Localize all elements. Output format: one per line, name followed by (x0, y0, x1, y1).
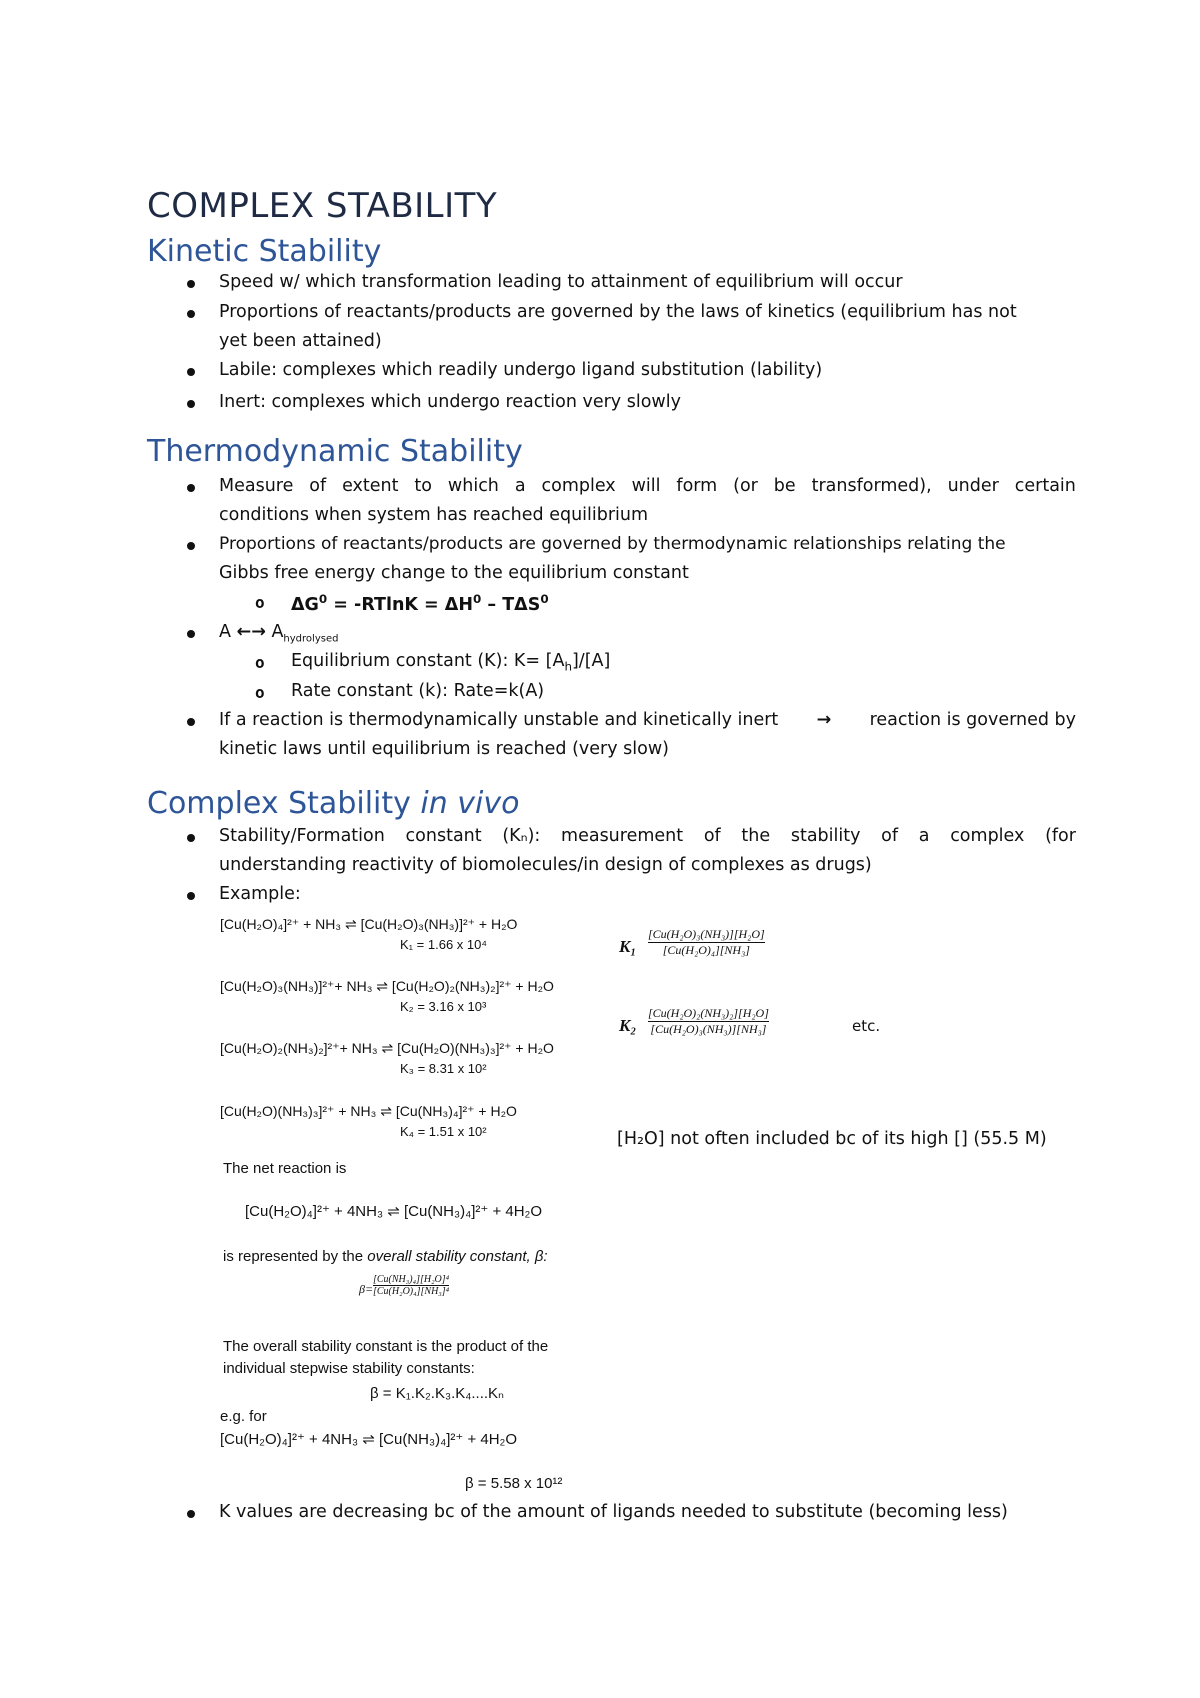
heading-thermodynamic-stability: Thermodynamic Stability (147, 434, 523, 469)
bullet-icon (187, 280, 195, 288)
sub-bullet-icon: o (255, 593, 265, 612)
thermo-bullet-4-line2: kinetic laws until equilibrium is reached (very slow) (219, 739, 669, 759)
k1-expression: [Cu(H₂O)₃(NH₃)][H₂O] [Cu(H₂O)₄][NH₃] (648, 927, 765, 957)
product-text-line2: individual stepwise stability constants: (223, 1360, 475, 1377)
kinetic-bullet-1: Speed w/ which transformation leading to attainment of equilibrium will occur (219, 272, 903, 292)
bullet-icon (187, 368, 195, 376)
equilibrium-constant: Equilibrium constant (K): $K= [A_h]/[A]$ (291, 651, 611, 674)
sub-bullet-icon: o (255, 683, 265, 702)
beta-label: β= (359, 1282, 374, 1296)
bullet-icon (187, 484, 195, 492)
bullet-icon (187, 718, 195, 726)
etc-label: etc. (852, 1017, 881, 1035)
water-note: [H₂O] not often included bc of its high [] (55.5 M) (617, 1129, 1047, 1149)
thermo-bullet-1-line2: conditions when system has reached equilibrium (219, 505, 649, 525)
net-reaction-label: The net reaction is (223, 1160, 347, 1177)
beta-expression: [Cu(NH₃)₄][H₂O]⁴ [Cu(H₂O)₄][NH₃]⁴ (373, 1274, 450, 1297)
page-title: COMPLEX STABILITY (147, 186, 498, 226)
thermo-bullet-4-line1: If a reaction is thermodynamically unstable and kinetically inert → reaction is governed by (219, 710, 1076, 730)
thermo-bullet-1-line1: Measure of extent to which a complex will form (or be transformed), under certain (219, 476, 1076, 496)
invivo-bullet-1-line2: understanding reactivity of biomolecules/in design of complexes as drugs) (219, 855, 872, 875)
gibbs-equation: $\Delta G^0 = -RTlnK = \Delta H^0 - T\Delta S^0$ (291, 592, 549, 615)
overall-reaction-example: [Cu(H₂O)₄]²⁺ + 4NH₃ ⇌ [Cu(NH₃)₄]²⁺ + 4H₂O (220, 1431, 518, 1448)
invivo-bullet-1-line1: Stability/Formation constant (Kₙ): measurement of the stability of a complex (for (219, 826, 1076, 846)
heading-complex-stability-in-vivo: Complex Stability in vivo (147, 786, 520, 821)
beta-product-formula: β = K₁.K₂.K₃.K₄....Kₙ (370, 1385, 505, 1402)
reaction-step-2: [Cu(H₂O)₃(NH₃)]²⁺+ NH₃ ⇌ [Cu(H₂O)₂(NH₃)₂]²⁺ + H₂O (220, 978, 554, 994)
example-for-label: e.g. for (220, 1408, 267, 1425)
bullet-icon (187, 630, 195, 638)
kinetic-bullet-2: Proportions of reactants/products are governed by the laws of kinetics (equilibrium has not (219, 302, 1017, 322)
kinetic-bullet-3: Labile: complexes which readily undergo ligand substitution (lability) (219, 360, 823, 380)
beta-value: β = 5.58 x 10¹² (465, 1475, 563, 1492)
net-reaction: [Cu(H₂O)₄]²⁺ + 4NH₃ ⇌ [Cu(NH₃)₄]²⁺ + 4H₂O (245, 1203, 543, 1220)
reaction-step-1: [Cu(H₂O)₄]²⁺ + NH₃ ⇌ [Cu(H₂O)₃(NH₃)]²⁺ + H₂O (220, 916, 518, 932)
hydrolysis-equation: A ←→ $A_{hydrolysed}$ (219, 622, 339, 645)
bullet-icon (187, 310, 195, 318)
thermo-bullet-2-line2: Gibbs free energy change to the equilibrium constant (219, 563, 689, 583)
k1-value: K₁ = 1.66 x 10⁴ (400, 937, 487, 952)
bullet-icon (187, 542, 195, 550)
rate-constant: Rate constant (k): Rate=k(A) (291, 681, 545, 701)
example-label: Example: (219, 884, 301, 904)
invivo-last-bullet: K values are decreasing bc of the amount of ligands needed to substitute (becoming less) (219, 1502, 1008, 1522)
thermo-bullet-2-line1: Proportions of reactants/products are governed by thermodynamic relationships relating the (219, 534, 1006, 554)
kinetic-bullet-4: Inert: complexes which undergo reaction very slowly (219, 392, 681, 412)
product-text-line1: The overall stability constant is the product of the (223, 1338, 549, 1355)
heading-kinetic-stability: Kinetic Stability (147, 234, 382, 269)
reaction-step-3: [Cu(H₂O)₂(NH₃)₂]²⁺+ NH₃ ⇌ [Cu(H₂O)(NH₃)₃]²⁺ + H₂O (220, 1040, 554, 1056)
bullet-icon (187, 1510, 195, 1518)
k2-value: K₂ = 3.16 x 10³ (400, 999, 487, 1014)
overall-constant-text: is represented by the overall stability constant, β: (223, 1248, 548, 1265)
kinetic-bullet-2-cont: yet been attained) (219, 331, 382, 351)
k4-value: K₄ = 1.51 x 10² (400, 1124, 487, 1139)
k1-label: K₁ (619, 937, 637, 956)
bullet-icon (187, 834, 195, 842)
sub-bullet-icon: o (255, 653, 265, 672)
k2-expression: [Cu(H₂O)₂(NH₃)₂][H₂O] [Cu(H₂O)₃(NH₃)][NH₃] (648, 1006, 769, 1036)
reaction-step-4: [Cu(H₂O)(NH₃)₃]²⁺ + NH₃ ⇌ [Cu(NH₃)₄]²⁺ + H₂O (220, 1103, 517, 1119)
bullet-icon (187, 400, 195, 408)
k3-value: K₃ = 8.31 x 10² (400, 1061, 487, 1076)
bullet-icon (187, 892, 195, 900)
k2-label: K₂ (619, 1016, 637, 1035)
